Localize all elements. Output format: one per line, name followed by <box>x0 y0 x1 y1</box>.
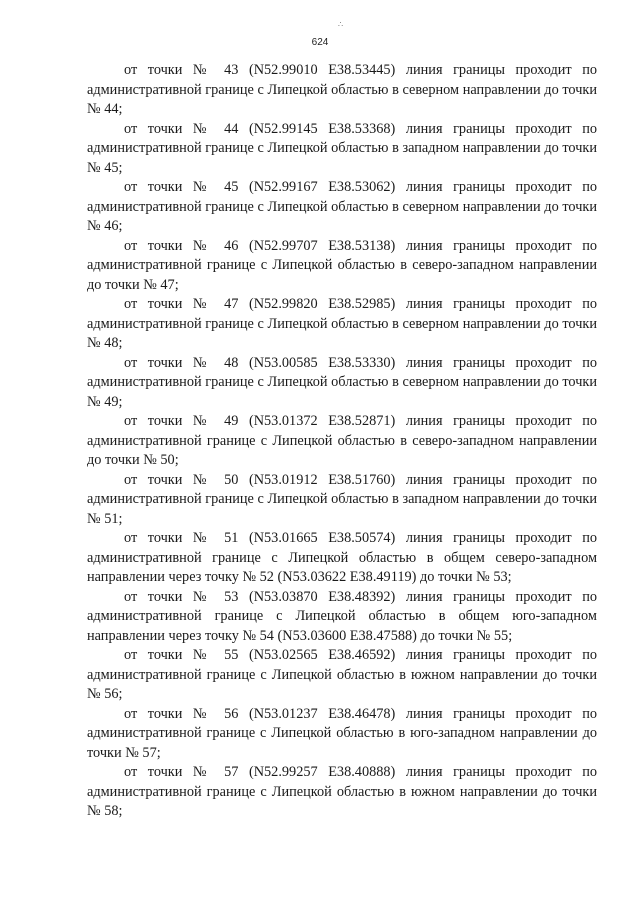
page-number: 624 <box>311 37 329 48</box>
paragraph: от точки № 56 (N53.01237 E38.46478) линия границы проходит по административной границе с Липецкой областью в юго-западном направлении до точки № 57; <box>87 705 597 761</box>
paragraph: от точки № 50 (N53.01912 E38.51760) линия границы проходит по административной границе с Липецкой областью в западном направлении до точки № 51; <box>87 471 597 527</box>
document-body <box>87 61 597 822</box>
paragraph: от точки № 55 (N53.02565 E38.46592) линия границы проходит по административной границе с Липецкой областью в южном направлении до точки № 56; <box>87 647 597 702</box>
paragraph: от точки № 47 (N52.99820 E38.52985) линия границы проходит по административной границе с Липецкой областью в северном направлении до точки № 48; <box>87 296 597 351</box>
paragraph: от точки № 44 (N52.99145 E38.53368) линия границы проходит по административной границе с Липецкой областью в западном направлении до точки № 45; <box>87 120 597 176</box>
paragraph: от точки № 45 (N52.99167 E38.53062) линия границы проходит по административной границе с Липецкой областью в северном направлении до точки № 46; <box>87 179 597 234</box>
paragraph: от точки № 53 (N53.03870 E38.48392) линия границы проходит по административной границе с Липецкой областью в общем юго-западном направлении через точку № 54 (N53.03600 E38.47588) до точки № 55; <box>87 588 597 644</box>
paragraph: от точки № 49 (N53.01372 E38.52871) линия границы проходит по административной границе с Липецкой областью в северо-западном направлении до точки № 50; <box>87 413 597 468</box>
scan-mark: ∴ <box>338 20 344 29</box>
paragraph: от точки № 51 (N53.01665 E38.50574) линия границы проходит по административной границе с Липецкой областью в общем северо-западном направлении через точку № 52 (N53.03622 E38.49119) до точки № 53; <box>87 530 597 585</box>
paragraph: от точки № 57 (N52.99257 E38.40888) линия границы проходит по административной границе с Липецкой областью в южном направлении до точки № 58; <box>87 764 597 819</box>
paragraph: от точки № 43 (N52.99010 E38.53445) линия границы проходит по административной границе с Липецкой областью в северном направлении до точки № 44; <box>87 62 597 117</box>
paragraph: от точки № 46 (N52.99707 E38.53138) линия границы проходит по административной границе с Липецкой областью в северо-западном направлении до точки № 47; <box>87 237 597 293</box>
paragraph: от точки № 48 (N53.00585 E38.53330) линия границы проходит по административной границе с Липецкой областью в северном направлении до точки № 49; <box>87 354 597 410</box>
